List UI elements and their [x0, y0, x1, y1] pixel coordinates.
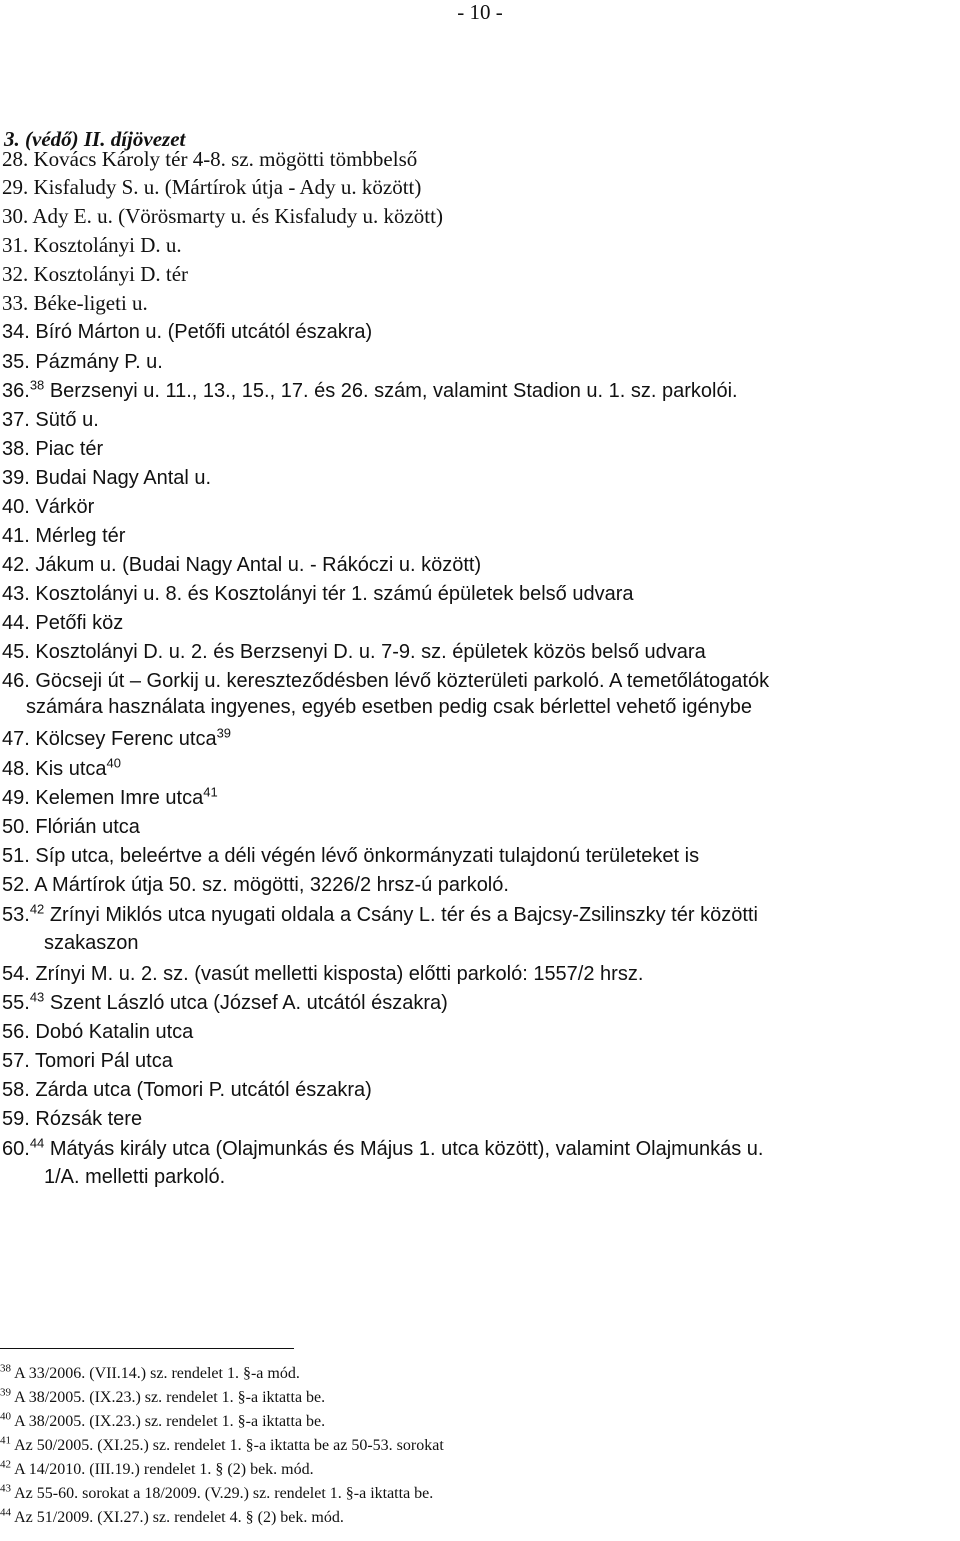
item-number: 51.	[2, 845, 30, 867]
item-text: Rózsák tere	[35, 1108, 143, 1130]
footnote-text: Az 50/2005. (XI.25.) sz. rendelet 1. §-a iktatta be az 50-53. sorokat	[14, 1437, 444, 1454]
item-text: A Mártírok útja 50. sz. mögötti, 3226/2 hrsz-ú parkoló.	[34, 874, 509, 896]
footnotes	[0, 1362, 444, 1530]
list-item	[2, 494, 94, 520]
item-number: 50.	[2, 816, 30, 838]
list-item	[2, 1106, 142, 1132]
list-item	[2, 203, 443, 229]
list-item	[2, 319, 372, 345]
list-item	[2, 407, 99, 433]
item-number: 41.	[2, 525, 30, 547]
footnote	[0, 1506, 444, 1530]
list-item	[2, 290, 148, 316]
item-number: 29.	[2, 175, 29, 199]
item-text: Pázmány P. u.	[35, 351, 163, 373]
footnote-number: 42	[0, 1458, 11, 1471]
footnote-number: 38	[0, 1362, 11, 1375]
list-item	[2, 349, 163, 375]
list-item	[2, 523, 125, 549]
footnote-ref: 41	[203, 784, 218, 800]
item-text: Várkör	[35, 496, 95, 518]
list-item	[2, 146, 417, 172]
item-text: Kosztolányi D. u. 2. és Berzsenyi D. u. 7-9. sz. épületek közös belső udvara	[35, 641, 706, 663]
footnote-number: 40	[0, 1410, 11, 1423]
footnote	[0, 1386, 444, 1410]
item-number: 44.	[2, 612, 30, 634]
list-item	[2, 901, 920, 957]
item-number: 49.	[2, 787, 30, 809]
list-item	[2, 1135, 920, 1191]
item-text: Sütő u.	[35, 409, 99, 431]
item-text: Kosztolányi D. tér	[33, 262, 189, 286]
item-number: 55.	[2, 992, 30, 1014]
item-text: Síp utca, beleértve a déli végén lévő önkormányzati tulajdonú területeket is	[35, 845, 700, 867]
item-number: 37.	[2, 409, 30, 431]
footnote-text: A 33/2006. (VII.14.) sz. rendelet 1. §-a mód.	[14, 1365, 300, 1382]
footnote-ref: 44	[29, 1135, 45, 1151]
list-item	[2, 668, 769, 720]
item-number: 35.	[2, 351, 30, 373]
footnote-number: 44	[0, 1506, 11, 1519]
item-text: Göcseji út – Gorkij u. kereszteződésben lévő közterületi parkoló. A temetőlátogatók	[35, 670, 770, 692]
item-text: Jákum u. (Budai Nagy Antal u. - Rákóczi u. között)	[35, 554, 482, 576]
footnote	[0, 1482, 444, 1506]
list-item	[2, 174, 421, 200]
list-item	[2, 1077, 372, 1103]
item-text: Béke-ligeti u.	[33, 291, 148, 315]
item-number: 31.	[2, 233, 29, 257]
item-number: 42.	[2, 554, 30, 576]
item-number: 48.	[2, 758, 30, 780]
list-item	[2, 261, 188, 287]
footnote-ref: 38	[29, 377, 45, 393]
item-text: Zárda utca (Tomori P. utcától északra)	[35, 1079, 372, 1101]
item-number: 45.	[2, 641, 30, 663]
item-text: Zrínyi M. u. 2. sz. (vasút melletti kisposta) előtti parkoló: 1557/2 hrsz.	[35, 963, 644, 985]
item-text: Berzsenyi u. 11., 13., 15., 17. és 26. szám, valamint Stadion u. 1. sz. parkolói.	[49, 380, 738, 402]
list-item	[2, 378, 738, 404]
footnote-text: A 14/2010. (III.19.) rendelet 1. § (2) bek. mód.	[14, 1461, 314, 1478]
list-item	[2, 1019, 193, 1045]
list-item	[2, 756, 121, 782]
item-text: Ady E. u. (Vörösmarty u. és Kisfaludy u. között)	[32, 204, 443, 228]
footnote	[0, 1410, 444, 1434]
item-text: Dobó Katalin utca	[35, 1021, 194, 1043]
list-item	[2, 990, 448, 1016]
footnote	[0, 1362, 444, 1386]
footnote-number: 41	[0, 1434, 11, 1447]
item-number: 28.	[2, 147, 29, 171]
footnote-ref: 39	[216, 725, 232, 741]
item-text: Szent László utca (József A. utcától északra)	[49, 992, 448, 1014]
list-item	[2, 552, 481, 578]
item-text-continuation: számára használata ingyenes, egyéb esetben pedig csak bérlettel vehető igénybe	[26, 696, 753, 718]
item-text: Flórián utca	[35, 816, 140, 838]
footnote-number: 43	[0, 1482, 11, 1495]
item-number: 60.	[2, 1138, 30, 1160]
item-number: 38.	[2, 438, 30, 460]
list-item	[2, 465, 211, 491]
list-item	[2, 843, 699, 869]
item-text: Zrínyi Miklós utca nyugati oldala a Csány L. tér és a Bajcsy-Zsilinszky tér közötti	[49, 904, 758, 926]
footnote-separator	[0, 1348, 294, 1349]
list-item	[2, 581, 633, 607]
item-text: Mérleg tér	[35, 525, 126, 547]
footnote-text: A 38/2005. (IX.23.) sz. rendelet 1. §-a iktatta be.	[14, 1413, 326, 1430]
item-number: 52.	[2, 874, 30, 896]
item-text: Petőfi köz	[35, 612, 124, 634]
item-text: Kosztolányi D. u.	[33, 233, 182, 257]
item-number: 43.	[2, 583, 30, 605]
list-item	[2, 1048, 173, 1074]
list-item	[2, 436, 103, 462]
footnote-number: 39	[0, 1386, 11, 1399]
item-text: Mátyás király utca (Olajmunkás és Május 1. utca között), valamint Olajmunkás u.	[49, 1138, 764, 1160]
list-item	[2, 785, 218, 811]
list-item	[2, 726, 231, 752]
item-text: Piac tér	[35, 438, 104, 460]
item-text: Kovács Károly tér 4-8. sz. mögötti tömbbelső	[33, 147, 418, 171]
footnote	[0, 1458, 444, 1482]
item-text: Kosztolányi u. 8. és Kosztolányi tér 1. számú épületek belső udvara	[35, 583, 634, 605]
item-text: Kisfaludy S. u. (Mártírok útja - Ady u. között)	[33, 175, 422, 199]
item-number: 56.	[2, 1021, 30, 1043]
item-text: Budai Nagy Antal u.	[35, 467, 212, 489]
footnote-text: A 38/2005. (IX.23.) sz. rendelet 1. §-a iktatta be.	[14, 1389, 326, 1406]
item-number: 39.	[2, 467, 30, 489]
item-text: Tomori Pál utca	[35, 1050, 173, 1072]
item-number: 58.	[2, 1079, 30, 1101]
list-item	[2, 872, 509, 898]
item-text: Kelemen Imre utca	[35, 787, 204, 809]
item-number: 54.	[2, 963, 30, 985]
item-number: 32.	[2, 262, 29, 286]
item-text: Kis utca	[35, 758, 107, 780]
list-item	[2, 610, 123, 636]
section-title: 3. (védő) II. díjövezet	[4, 127, 186, 151]
item-text: Kölcsey Ferenc utca	[35, 728, 217, 750]
item-number: 47.	[2, 728, 30, 750]
footnote-ref: 40	[106, 755, 121, 771]
item-number: 36.	[2, 380, 30, 402]
footnote-ref: 42	[29, 901, 45, 917]
item-number: 30.	[2, 204, 29, 228]
item-number: 33.	[2, 291, 29, 315]
footnote-text: Az 51/2009. (XI.27.) sz. rendelet 4. § (2) bek. mód.	[14, 1509, 344, 1526]
item-number: 34.	[2, 321, 30, 343]
item-text: Bíró Márton u. (Petőfi utcától északra)	[35, 321, 373, 343]
list-item	[2, 639, 706, 665]
item-number: 46.	[2, 670, 30, 692]
list-item	[2, 232, 182, 258]
item-number: 53.	[2, 904, 30, 926]
item-number: 57.	[2, 1050, 30, 1072]
footnote-text: Az 55-60. sorokat a 18/2009. (V.29.) sz. rendelet 1. §-a iktatta be.	[14, 1485, 434, 1502]
item-text-continuation: 1/A. melletti parkoló.	[44, 1166, 226, 1188]
page-number: - 10 -	[457, 0, 503, 24]
list-item	[2, 961, 643, 987]
list-item	[2, 814, 140, 840]
item-text-continuation: szakaszon	[44, 932, 139, 954]
footnote-ref: 43	[29, 989, 45, 1005]
item-number: 40.	[2, 496, 30, 518]
footnote	[0, 1434, 444, 1458]
item-number: 59.	[2, 1108, 30, 1130]
